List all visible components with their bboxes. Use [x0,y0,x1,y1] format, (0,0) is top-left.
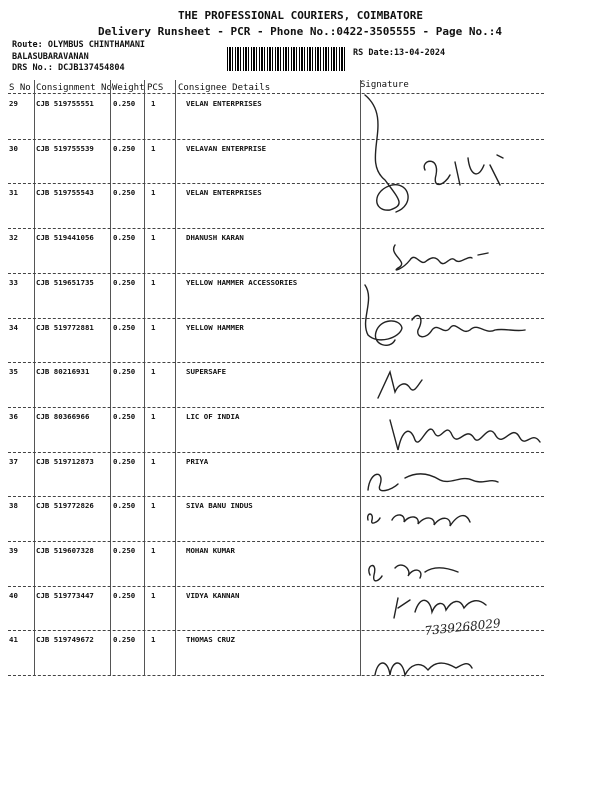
signature-mark [424,155,503,185]
row-pieces: 1 [151,233,156,243]
row-pieces: 1 [151,277,156,287]
row-serial-number: 34 [9,322,18,332]
row-pieces: 1 [151,367,156,377]
col-pcs-header: PCS [147,83,164,93]
row-consignee-name: VELAVAN ENTERPRISE [186,143,267,153]
signature-mark [378,372,422,398]
col-sno-header: S No [9,83,31,93]
row-consignee-name: LIC OF INDIA [186,411,240,421]
row-divider [8,362,544,363]
row-consignment-number: CJB 519755543 [36,188,94,198]
row-divider [8,675,544,676]
row-consignment-number: CJB 80216931 [36,367,90,377]
row-consignment-number: CJB 80366966 [36,411,90,421]
row-serial-number: 41 [9,635,18,645]
row-serial-number: 36 [9,411,18,421]
row-divider [8,183,544,184]
signature-mark [365,285,402,345]
row-weight: 0.250 [113,501,136,511]
row-serial-number: 40 [9,590,18,600]
row-consignment-number: CJB 519749672 [36,635,94,645]
row-consignment-number: CJB 519651735 [36,277,94,287]
barcode-image [227,47,347,71]
col-consignment-header: Consignment No [36,83,112,93]
row-consignee-name: VELAN ENTERPRISES [186,99,262,108]
row-serial-number: 35 [9,367,18,377]
row-consignment-number: CJB 519755539 [36,143,94,153]
row-weight: 0.250 [113,99,136,108]
row-weight: 0.250 [113,411,136,421]
row-serial-number: 29 [9,99,18,108]
row-pieces: 1 [151,590,156,600]
row-consignee-name: MOHAN KUMAR [186,546,235,555]
row-weight: 0.250 [113,322,136,332]
drs-number: DRS No.: DCJB137454804 [12,63,125,73]
row-pieces: 1 [151,99,156,108]
row-weight: 0.250 [113,546,136,555]
row-pieces: 1 [151,322,156,332]
row-pieces: 1 [151,501,156,511]
row-consignee-name: DHANUSH KARAN [186,233,244,243]
col-consignee-header: Consignee Details [178,83,271,93]
signature-mark [368,474,498,491]
row-divider [8,273,544,274]
row-weight: 0.250 [113,590,136,600]
row-consignee-name: YELLOW HAMMER [186,322,244,332]
row-divider [8,318,544,319]
signature-mark [375,663,472,675]
handwritten-phone: 7339268029 [423,616,502,638]
row-pieces: 1 [151,143,156,153]
row-divider [8,496,544,497]
runsheet-subtitle: Delivery Runsheet - PCR - Phone No.:0422-3505555 - Page No.:4 [98,25,502,38]
row-pieces: 1 [151,635,156,645]
row-consignee-name: SUPERSAFE [186,367,227,377]
row-consignment-number: CJB 519773447 [36,590,94,600]
signature-mark [369,565,458,581]
row-divider [8,586,544,587]
row-consignment-number: CJB 519441056 [36,233,94,243]
row-consignee-name: SIVA BANU INDUS [186,501,253,511]
row-pieces: 1 [151,546,156,555]
col-weight-header: Weight [112,83,145,93]
row-serial-number: 37 [9,456,18,466]
staff-name: BALASUBARAVANAN [12,52,89,62]
row-weight: 0.250 [113,367,136,377]
row-weight: 0.250 [113,188,136,198]
row-consignment-number: CJB 519755551 [36,99,94,108]
rs-date: RS Date:13-04-2024 [353,48,446,58]
signature-mark [365,95,408,212]
row-consignee-name: VELAN ENTERPRISES [186,188,262,198]
row-divider [8,630,544,631]
route-label: Route: OLYMBUS CHINTHAMANI [12,40,146,50]
row-consignee-name: YELLOW HAMMER ACCESSORIES [186,277,298,287]
signature-mark [390,420,540,450]
row-divider [8,541,544,542]
row-divider [8,452,544,453]
row-pieces: 1 [151,456,156,466]
row-serial-number: 39 [9,546,18,555]
row-divider [8,139,544,140]
signature-mark [412,315,525,336]
row-serial-number: 30 [9,143,18,153]
row-divider [8,228,544,229]
signature-mark [394,245,488,270]
row-serial-number: 33 [9,277,18,287]
row-consignment-number: CJB 519772881 [36,322,94,332]
row-consignee-name: THOMAS CRUZ [186,635,235,645]
row-consignee-name: VIDYA KANNAN [186,590,240,600]
row-weight: 0.250 [113,233,136,243]
company-title: THE PROFESSIONAL COURIERS, COIMBATORE [178,9,424,22]
row-consignee-name: PRIYA [186,456,209,466]
row-weight: 0.250 [113,456,136,466]
row-consignment-number: CJB 519607328 [36,546,94,555]
row-pieces: 1 [151,188,156,198]
row-weight: 0.250 [113,635,136,645]
row-serial-number: 38 [9,501,18,511]
row-weight: 0.250 [113,277,136,287]
row-divider [8,407,544,408]
row-consignment-number: CJB 519772826 [36,501,94,511]
row-serial-number: 31 [9,188,18,198]
row-consignment-number: CJB 519712873 [36,456,94,466]
signature-mark [368,514,470,526]
col-signature-header: Signature [360,80,409,90]
header-divider [8,93,544,94]
row-weight: 0.250 [113,143,136,153]
row-serial-number: 32 [9,233,18,243]
row-pieces: 1 [151,411,156,421]
signature-mark [394,598,486,618]
